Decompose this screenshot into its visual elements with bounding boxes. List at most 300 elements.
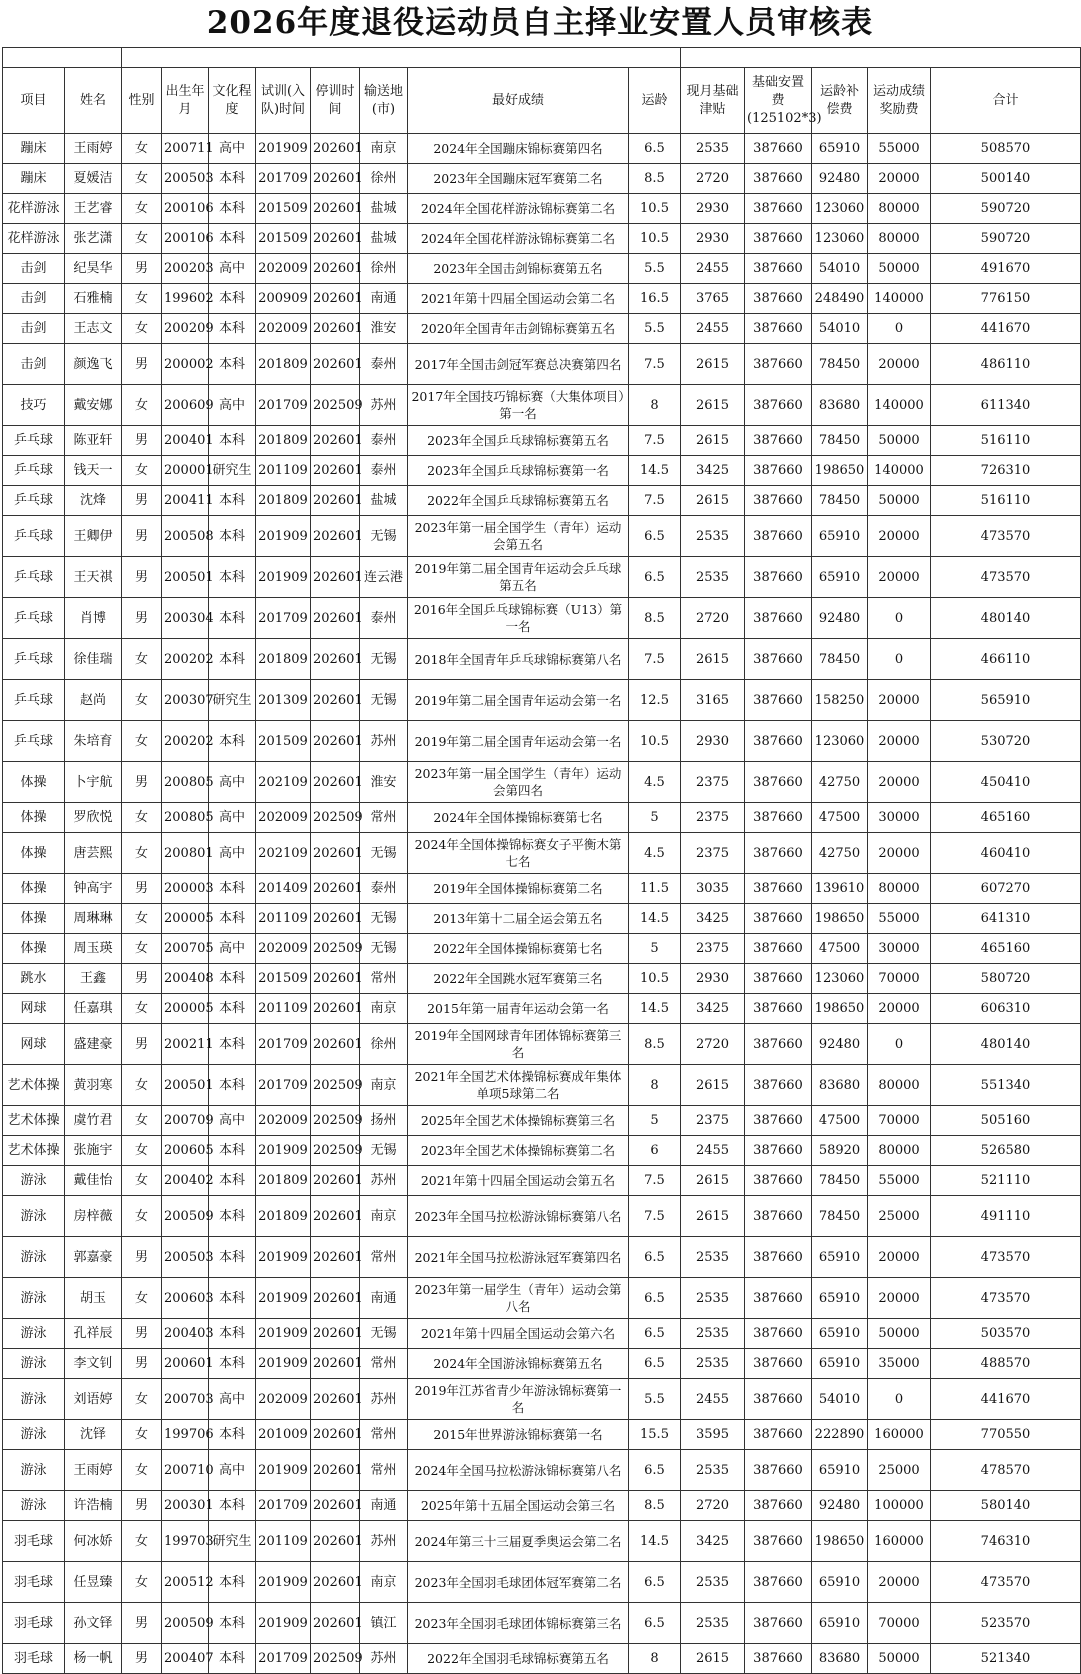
cell-total: 530720 [931,721,1081,762]
cell-achievement-bonus: 30000 [868,934,931,964]
cell-years: 10.5 [629,721,681,762]
cell-years-compensation: 47500 [812,934,868,964]
cell-years: 6.5 [629,1450,681,1491]
cell-training-start: 201709 [256,164,311,194]
cell-total: 770550 [931,1420,1081,1450]
cell-sport: 体操 [3,904,65,934]
cell-base-settlement: 387660 [745,874,812,904]
cell-years: 7.5 [629,426,681,456]
cell-origin-city: 南京 [360,1196,408,1237]
cell-education: 本科 [209,314,256,344]
cell-education: 本科 [209,639,256,680]
cell-name: 罗欣悦 [65,803,122,833]
cell-origin-city: 扬州 [360,1106,408,1136]
cell-years: 8 [629,1065,681,1106]
cell-gender: 男 [122,1024,162,1065]
cell-gender: 女 [122,385,162,426]
cell-total: 473570 [931,1562,1081,1603]
cell-base-settlement: 387660 [745,486,812,516]
cell-sport: 游泳 [3,1491,65,1521]
cell-training-start: 201009 [256,1420,311,1450]
cell-education: 本科 [209,516,256,557]
cell-training-start: 201909 [256,1237,311,1278]
cell-training-start: 201409 [256,874,311,904]
cell-achievement-bonus: 20000 [868,1562,931,1603]
cell-achievement-bonus: 55000 [868,1166,931,1196]
cell-sport: 网球 [3,1024,65,1065]
cell-years-compensation: 65910 [812,1450,868,1491]
cell-best-result: 2019年第二届全国青年运动会第一名 [408,721,629,762]
cell-total: 611340 [931,385,1081,426]
cell-total: 473570 [931,1278,1081,1319]
cell-years-compensation: 198650 [812,1521,868,1562]
cell-sport: 花样游泳 [3,194,65,224]
cell-monthly-allowance: 2375 [681,803,745,833]
cell-education: 本科 [209,1603,256,1644]
cell-training-stop: 202601 [311,721,360,762]
cell-best-result: 2022年全国跳水冠军赛第三名 [408,964,629,994]
cell-best-result: 2021年全国马拉松游泳冠军赛第四名 [408,1237,629,1278]
cell-education: 本科 [209,1196,256,1237]
cell-years-compensation: 123060 [812,721,868,762]
cell-best-result: 2023年全国羽毛球团体锦标赛第三名 [408,1603,629,1644]
cell-name: 刘语婷 [65,1379,122,1420]
cell-achievement-bonus: 0 [868,314,931,344]
cell-best-result: 2022年全国体操锦标赛第七名 [408,934,629,964]
cell-education: 本科 [209,1644,256,1674]
cell-achievement-bonus: 140000 [868,385,931,426]
cell-best-result: 2021年第十四届全国运动会第二名 [408,284,629,314]
cell-monthly-allowance: 2535 [681,516,745,557]
cell-total: 441670 [931,314,1081,344]
cell-best-result: 2024年全国体操锦标赛女子平衡木第七名 [408,833,629,874]
cell-achievement-bonus: 140000 [868,284,931,314]
cell-origin-city: 泰州 [360,456,408,486]
cell-training-stop: 202601 [311,762,360,803]
cell-origin-city: 南通 [360,1491,408,1521]
cell-name: 王卿伊 [65,516,122,557]
cell-years: 6.5 [629,557,681,598]
cell-name: 唐芸熙 [65,833,122,874]
cell-training-stop: 202601 [311,426,360,456]
cell-name: 颜逸飞 [65,344,122,385]
cell-total: 491110 [931,1196,1081,1237]
cell-origin-city: 泰州 [360,344,408,385]
cell-education: 高中 [209,1379,256,1420]
cell-total: 521340 [931,1644,1081,1674]
cell-training-stop: 202601 [311,1196,360,1237]
cell-name: 胡玉 [65,1278,122,1319]
cell-training-start: 201109 [256,904,311,934]
cell-total: 466110 [931,639,1081,680]
cell-years: 6.5 [629,1603,681,1644]
cell-education: 高中 [209,1450,256,1491]
cell-years: 7.5 [629,344,681,385]
cell-gender: 女 [122,1420,162,1450]
cell-education: 研究生 [209,680,256,721]
cell-best-result: 2023年全国乒乓球锦标赛第一名 [408,456,629,486]
table-row [3,1024,1081,1065]
cell-birth: 200203 [162,254,209,284]
cell-total: 516110 [931,426,1081,456]
cell-origin-city: 连云港 [360,557,408,598]
cell-education: 研究生 [209,1521,256,1562]
table-row [3,639,1081,680]
cell-best-result: 2021年第十四届全国运动会第五名 [408,1166,629,1196]
cell-total: 590720 [931,194,1081,224]
cell-gender: 女 [122,934,162,964]
cell-birth: 200307 [162,680,209,721]
cell-training-start: 201809 [256,344,311,385]
cell-base-settlement: 387660 [745,284,812,314]
cell-gender: 男 [122,598,162,639]
cell-training-stop: 202601 [311,314,360,344]
cell-training-stop: 202509 [311,803,360,833]
cell-total: 460410 [931,833,1081,874]
cell-years-compensation: 78450 [812,426,868,456]
cell-training-start: 202009 [256,314,311,344]
cell-sport: 体操 [3,762,65,803]
cell-education: 本科 [209,284,256,314]
cell-years-compensation: 54010 [812,314,868,344]
cell-birth: 200508 [162,516,209,557]
cell-sport: 游泳 [3,1420,65,1450]
table-row [3,1379,1081,1420]
cell-achievement-bonus: 70000 [868,964,931,994]
table-row [3,314,1081,344]
cell-years: 5 [629,934,681,964]
cell-training-start: 202009 [256,934,311,964]
cell-monthly-allowance: 2455 [681,314,745,344]
cell-name: 孙文铎 [65,1603,122,1644]
cell-training-stop: 202601 [311,194,360,224]
cell-origin-city: 无锡 [360,1136,408,1166]
cell-education: 高中 [209,762,256,803]
cell-gender: 男 [122,1644,162,1674]
cell-training-start: 201709 [256,1644,311,1674]
header-origin-city: 输送地(市) [360,68,408,134]
cell-training-stop: 202601 [311,598,360,639]
cell-gender: 女 [122,833,162,874]
cell-sport: 艺术体操 [3,1065,65,1106]
cell-monthly-allowance: 2720 [681,598,745,639]
cell-best-result: 2023年全国蹦床冠军赛第二名 [408,164,629,194]
cell-training-stop: 202601 [311,254,360,284]
cell-training-stop: 202601 [311,134,360,164]
cell-gender: 男 [122,1237,162,1278]
cell-gender: 男 [122,1319,162,1349]
cell-birth: 200003 [162,874,209,904]
cell-best-result: 2021年第十四届全国运动会第六名 [408,1319,629,1349]
cell-monthly-allowance: 2615 [681,1196,745,1237]
cell-birth: 200002 [162,344,209,385]
cell-education: 高中 [209,1106,256,1136]
cell-total: 641310 [931,904,1081,934]
cell-name: 任昱臻 [65,1562,122,1603]
cell-origin-city: 盐城 [360,194,408,224]
cell-best-result: 2016年全国乒乓球锦标赛（U13）第一名 [408,598,629,639]
cell-birth: 200709 [162,1106,209,1136]
cell-origin-city: 南京 [360,1065,408,1106]
cell-years-compensation: 65910 [812,1278,868,1319]
cell-origin-city: 南京 [360,1562,408,1603]
cell-achievement-bonus: 20000 [868,721,931,762]
cell-achievement-bonus: 70000 [868,1603,931,1644]
cell-education: 本科 [209,194,256,224]
cell-name: 周玉瑛 [65,934,122,964]
cell-monthly-allowance: 2720 [681,1024,745,1065]
cell-training-stop: 202601 [311,639,360,680]
cell-training-stop: 202601 [311,1491,360,1521]
cell-training-stop: 202601 [311,344,360,385]
cell-birth: 200211 [162,1024,209,1065]
cell-training-stop: 202601 [311,1420,360,1450]
cell-total: 441670 [931,1379,1081,1420]
cell-education: 本科 [209,344,256,385]
cell-sport: 羽毛球 [3,1521,65,1562]
table-row [3,833,1081,874]
cell-years-compensation: 198650 [812,994,868,1024]
cell-training-start: 201909 [256,1319,311,1349]
table-row [3,1106,1081,1136]
cell-origin-city: 无锡 [360,1319,408,1349]
cell-total: 486110 [931,344,1081,385]
cell-education: 本科 [209,1024,256,1065]
cell-base-settlement: 387660 [745,224,812,254]
cell-education: 研究生 [209,456,256,486]
cell-name: 赵尚 [65,680,122,721]
cell-birth: 200601 [162,1349,209,1379]
cell-achievement-bonus: 30000 [868,803,931,833]
cell-origin-city: 淮安 [360,314,408,344]
cell-achievement-bonus: 55000 [868,904,931,934]
cell-best-result: 2022年全国乒乓球锦标赛第五名 [408,486,629,516]
cell-years-compensation: 78450 [812,639,868,680]
cell-education: 本科 [209,1237,256,1278]
header-base-settlement: 基础安置费(125102*3) [745,68,812,134]
cell-base-settlement: 387660 [745,1196,812,1237]
cell-years: 10.5 [629,224,681,254]
cell-sport: 乒乓球 [3,598,65,639]
cell-gender: 女 [122,1278,162,1319]
cell-years-compensation: 78450 [812,344,868,385]
cell-training-stop: 202601 [311,994,360,1024]
cell-origin-city: 泰州 [360,598,408,639]
cell-achievement-bonus: 20000 [868,1237,931,1278]
cell-origin-city: 苏州 [360,1379,408,1420]
cell-years: 5.5 [629,254,681,284]
cell-training-start: 201709 [256,385,311,426]
cell-monthly-allowance: 2455 [681,1379,745,1420]
cell-origin-city: 常州 [360,803,408,833]
cell-name: 钟高宇 [65,874,122,904]
cell-years: 6.5 [629,1278,681,1319]
cell-sport: 羽毛球 [3,1644,65,1674]
cell-best-result: 2020年全国青年击剑锦标赛第五名 [408,314,629,344]
header-name: 姓名 [65,68,122,134]
cell-years-compensation: 92480 [812,164,868,194]
cell-training-start: 201809 [256,1166,311,1196]
cell-base-settlement: 387660 [745,639,812,680]
cell-achievement-bonus: 20000 [868,344,931,385]
cell-origin-city: 常州 [360,1450,408,1491]
cell-origin-city: 盐城 [360,486,408,516]
cell-monthly-allowance: 2375 [681,762,745,803]
cell-education: 本科 [209,557,256,598]
cell-training-stop: 202601 [311,1278,360,1319]
cell-gender: 女 [122,134,162,164]
cell-years: 10.5 [629,964,681,994]
cell-training-stop: 202601 [311,1319,360,1349]
cell-years: 7.5 [629,1196,681,1237]
cell-origin-city: 徐州 [360,1024,408,1065]
cell-years: 6.5 [629,516,681,557]
cell-origin-city: 苏州 [360,1521,408,1562]
cell-birth: 200805 [162,803,209,833]
table-row [3,557,1081,598]
cell-origin-city: 徐州 [360,254,408,284]
cell-name: 王鑫 [65,964,122,994]
cell-gender: 女 [122,639,162,680]
table-row [3,344,1081,385]
cell-base-settlement: 387660 [745,1521,812,1562]
cell-achievement-bonus: 50000 [868,1319,931,1349]
cell-total: 580140 [931,1491,1081,1521]
table-row [3,1644,1081,1674]
cell-years-compensation: 78450 [812,1196,868,1237]
cell-sport: 技巧 [3,385,65,426]
table-row [3,456,1081,486]
table-row [3,721,1081,762]
cell-achievement-bonus: 20000 [868,762,931,803]
cell-years-compensation: 123060 [812,964,868,994]
cell-birth: 200403 [162,1319,209,1349]
cell-training-stop: 202601 [311,1237,360,1278]
cell-training-stop: 202509 [311,1065,360,1106]
cell-sport: 游泳 [3,1166,65,1196]
table-row [3,904,1081,934]
cell-achievement-bonus: 0 [868,639,931,680]
cell-birth: 200402 [162,1166,209,1196]
cell-years: 7.5 [629,639,681,680]
cell-gender: 女 [122,456,162,486]
cell-name: 钱天一 [65,456,122,486]
cell-total: 726310 [931,456,1081,486]
cell-birth: 200609 [162,385,209,426]
cell-name: 石雅楠 [65,284,122,314]
cell-name: 徐佳瑞 [65,639,122,680]
cell-years: 8 [629,1644,681,1674]
table-row [3,803,1081,833]
cell-birth: 200202 [162,639,209,680]
cell-years: 8.5 [629,1024,681,1065]
cell-years-compensation: 92480 [812,1024,868,1065]
cell-base-settlement: 387660 [745,134,812,164]
cell-best-result: 2023年全国羽毛球团体冠军赛第二名 [408,1562,629,1603]
cell-birth: 200304 [162,598,209,639]
cell-total: 480140 [931,598,1081,639]
cell-origin-city: 泰州 [360,426,408,456]
cell-monthly-allowance: 3425 [681,904,745,934]
cell-total: 465160 [931,803,1081,833]
table-row [3,1349,1081,1379]
cell-base-settlement: 387660 [745,164,812,194]
cell-base-settlement: 387660 [745,194,812,224]
cell-achievement-bonus: 20000 [868,1278,931,1319]
cell-training-stop: 202601 [311,1603,360,1644]
cell-name: 卜宇航 [65,762,122,803]
cell-sport: 游泳 [3,1278,65,1319]
cell-achievement-bonus: 80000 [868,1136,931,1166]
cell-years: 14.5 [629,456,681,486]
cell-training-stop: 202601 [311,1166,360,1196]
cell-sport: 羽毛球 [3,1603,65,1644]
cell-total: 508570 [931,134,1081,164]
cell-best-result: 2017年全国技巧锦标赛（大集体项目）第一名 [408,385,629,426]
cell-years: 8.5 [629,1491,681,1521]
cell-training-stop: 202601 [311,164,360,194]
cell-monthly-allowance: 2535 [681,134,745,164]
cell-training-start: 201109 [256,994,311,1024]
cell-achievement-bonus: 55000 [868,134,931,164]
cell-gender: 女 [122,904,162,934]
cell-training-start: 201909 [256,1450,311,1491]
cell-gender: 女 [122,803,162,833]
cell-name: 陈亚轩 [65,426,122,456]
table-row [3,426,1081,456]
cell-origin-city: 常州 [360,1420,408,1450]
table-row [3,1491,1081,1521]
cell-birth: 200711 [162,134,209,164]
cell-name: 周琳琳 [65,904,122,934]
cell-gender: 男 [122,762,162,803]
cell-training-start: 201809 [256,486,311,516]
cell-achievement-bonus: 20000 [868,680,931,721]
cell-years-compensation: 92480 [812,1491,868,1521]
cell-monthly-allowance: 3035 [681,874,745,904]
cell-achievement-bonus: 35000 [868,1349,931,1379]
cell-origin-city: 镇江 [360,1603,408,1644]
cell-training-start: 201809 [256,426,311,456]
cell-monthly-allowance: 2930 [681,224,745,254]
blank-row [3,48,1081,68]
cell-birth: 200503 [162,1237,209,1278]
cell-sport: 游泳 [3,1237,65,1278]
cell-best-result: 2023年第一届全国学生（青年）运动会第五名 [408,516,629,557]
cell-training-stop: 202601 [311,1450,360,1491]
cell-years-compensation: 158250 [812,680,868,721]
cell-monthly-allowance: 3765 [681,284,745,314]
cell-name: 杨一帆 [65,1644,122,1674]
header-gender: 性别 [122,68,162,134]
cell-training-start: 201909 [256,1278,311,1319]
cell-name: 戴佳怡 [65,1166,122,1196]
cell-years-compensation: 65910 [812,1319,868,1349]
cell-training-stop: 202601 [311,964,360,994]
cell-birth: 199602 [162,284,209,314]
cell-sport: 击剑 [3,284,65,314]
cell-best-result: 2024年全国体操锦标赛第七名 [408,803,629,833]
cell-training-start: 201509 [256,721,311,762]
table-row [3,1562,1081,1603]
cell-base-settlement: 387660 [745,1024,812,1065]
cell-birth: 200301 [162,1491,209,1521]
cell-education: 本科 [209,1420,256,1450]
table-row [3,385,1081,426]
cell-training-start: 202109 [256,833,311,874]
cell-monthly-allowance: 2535 [681,1349,745,1379]
cell-gender: 女 [122,314,162,344]
